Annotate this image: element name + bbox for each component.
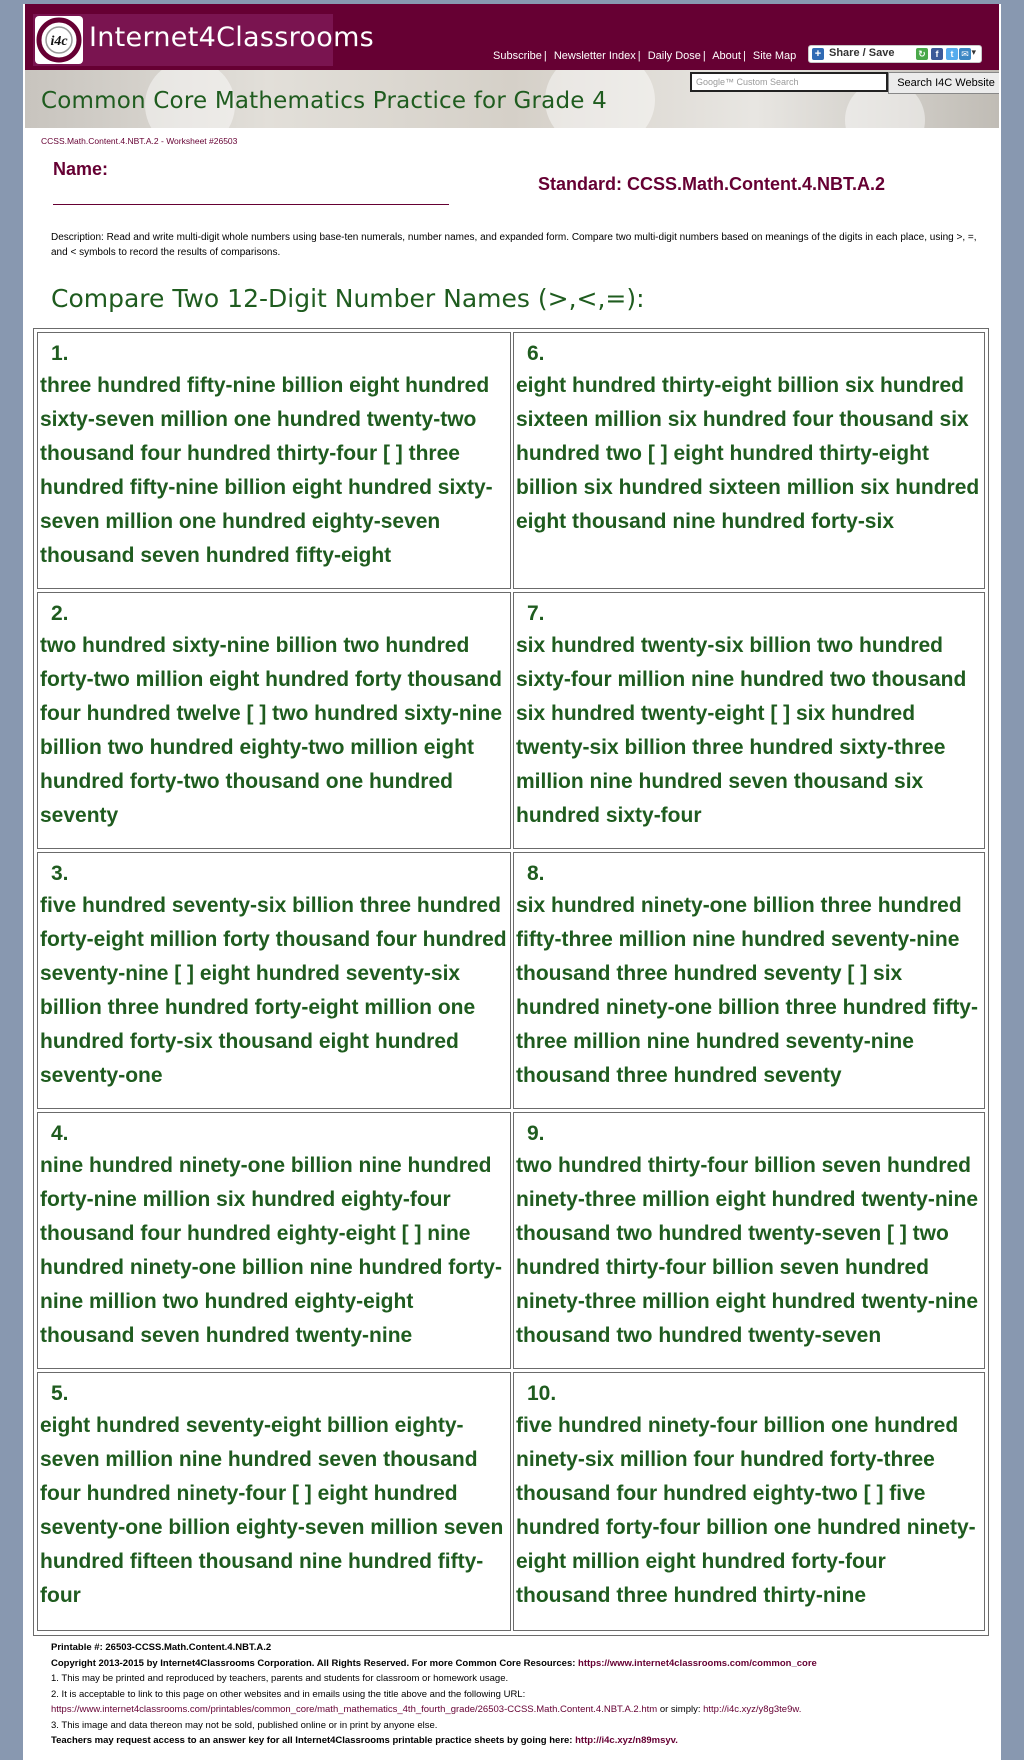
search-input[interactable] [690,72,888,92]
copyright-text: Copyright 2013-2015 by Internet4Classrooms Corporation. All Rights Reserved. For more Common Core Resources: [51,1657,576,1669]
problem-cell [513,1372,985,1631]
problem-cell [37,332,511,589]
footer [51,1640,991,1749]
nav-daily-dose[interactable]: Daily Dose [647,50,701,62]
problem-number: 5. [51,1382,69,1405]
description: Description: Read and write multi-digit whole numbers using base-ten numerals, number names, and expanded form. Compare two multi-digit numbers based on meanings of the digits in each place, using >, =, and < symbols to record the results of comparisons. [51,232,977,258]
problem-text: five hundred seventy-six billion three hundred forty-eight million forty thousand four hundred seventy-nine [ ] eight hundred seventy-six billion three hundred forty-eight million one hundred forty-six thousand eight hundred seventy-one [40,894,507,1087]
problem-number: 3. [51,862,69,885]
name-line [53,204,449,205]
chevron-down-icon: ▾ [971,47,976,57]
share-plus-icon: + [812,48,824,60]
worksheet-url-link[interactable]: https://www.internet4classrooms.com/printables/common_core/math_mathematics_4th_fourth_grade/26503-CCSS.Math.Content.4.NBT.A.2.htm [51,1704,658,1715]
usage-note-3: 3. This image and data thereon may not be sold, published online or in print by anyone else. [51,1719,438,1731]
problem-text: two hundred sixty-nine billion two hundred forty-two million eight hundred forty thousand four hundred twelve [ ] two hundred sixty-nine billion two hundred eighty-two million eight hundred forty-two thousand one hundred seventy [40,634,503,827]
problem-text: six hundred ninety-one billion three hundred fifty-three million nine hundred seventy-nine thousand three hundred seventy [ ] six hundred ninety-one billion three hundred fifty-three million nine hundred seventy-nine thousand three hundred seventy [516,894,978,1087]
share-refresh-icon: ↻ [916,48,928,60]
problem-number: 10. [527,1382,557,1405]
problem-number: 7. [527,602,545,625]
problem-cell [513,592,985,849]
problem-text: two hundred thirty-four billion seven hundred ninety-three million eight hundred twenty-nine thousand two hundred twenty-seven [ ] two hundred thirty-four billion seven hundred ninety-three million eight hundred twenty-nine thousand two hundred twenty-seven [516,1154,979,1347]
problems-table [33,328,989,1636]
problem-number: 6. [527,342,545,365]
answer-key-text: Teachers may request access to an answer key for all Internet4Classrooms printable practice sheets by going here: [51,1735,573,1746]
copyright [51,1656,991,1672]
share-save-button[interactable] [808,45,982,63]
problem-number: 9. [527,1122,545,1145]
problem-number: 1. [51,342,69,365]
problem-text: six hundred twenty-six billion two hundred sixty-four million nine hundred two thousand six hundred twenty-eight [ ] six hundred twenty-six billion three hundred sixty-three million nine hundred seven thousand six hundred sixty-four [516,634,967,827]
usage-note-2: 2. It is acceptable to link to this page on other websites and in emails using the title above and the following URL: [51,1688,526,1700]
svg-text:i4c: i4c [50,34,68,49]
worksheet-reference: CCSS.Math.Content.4.NBT.A.2 - Worksheet #26503 [41,136,238,146]
problem-text: eight hundred thirty-eight billion six hundred sixteen million six hundred four thousand six hundred two [ ] eight hundred thirty-eight billion six hundred sixteen million six hundred eight thousand nine hundred forty-six [516,374,980,533]
worksheet-page [23,4,1001,1760]
name-label: Name: [53,159,109,179]
short-url-link[interactable]: http://i4c.xyz/y8g3te9w. [703,1704,802,1715]
problem-number: 4. [51,1122,69,1145]
nav-newsletter-index[interactable]: Newsletter Index [553,50,636,62]
url-or-text: or simply: [659,1704,701,1715]
problem-cell [513,332,985,589]
banner [25,70,999,128]
problem-text: three hundred fifty-nine billion eight hundred sixty-seven million one hundred twenty-two thousand four hundred thirty-four [ ] three hundred fifty-nine billion eight hundred sixty-seven million one hundred eighty-seven thousand seven hundred fifty-eight [40,374,493,567]
site-logo[interactable] [33,14,375,66]
twitter-icon: t [946,48,958,60]
problem-number: 8. [527,862,545,885]
site-header [25,4,999,70]
problem-cell [37,592,511,849]
printable-number: Printable #: 26503-CCSS.Math.Content.4.NBT.A.2 [51,1642,272,1653]
problem-number: 2. [51,602,69,625]
problem-cell [37,852,511,1109]
page-title: Common Core Mathematics Practice for Grade 4 [41,88,607,114]
answer-key-link[interactable]: http://i4c.xyz/n89msyv. [575,1735,678,1746]
problem-cell [37,1372,511,1631]
problem-text: five hundred ninety-four billion one hundred ninety-six million four hundred forty-three thousand four hundred eighty-two [ ] five hundred forty-four billion one hundred ninety-eight million eight hundred forty-four thousand three hundred thirty-nine [516,1414,976,1607]
nav-site-map[interactable]: Site Map [752,50,797,62]
top-nav: Subscribe | Newsletter Index | Daily Dose | About | Site Map [493,50,797,62]
email-icon: ✉ [959,48,971,60]
problem-text: eight hundred seventy-eight billion eighty-seven million nine hundred seven thousand four hundred ninety-four [ ] eight hundred seventy-one billion eighty-seven million seven hundred fifteen thousand nine hundred fifty-four [40,1414,504,1607]
nav-subscribe[interactable]: Subscribe [493,50,542,62]
logo-text: Internet4Classrooms [89,22,375,53]
answer-key-note [51,1733,991,1749]
problem-cell [513,852,985,1109]
link-urls [51,1702,991,1718]
common-core-link[interactable]: https://www.internet4classrooms.com/common_core [578,1657,817,1669]
search-button[interactable]: Search I4C Website [888,72,999,94]
standard-label: Standard: CCSS.Math.Content.4.NBT.A.2 [538,174,886,194]
problem-text: nine hundred ninety-one billion nine hundred forty-nine million six hundred eighty-four thousand four hundred eighty-eight [ ] nine hundred ninety-one billion nine hundred forty-nine million two hundred eighty-eight thousand seven hundred twenty-nine [40,1154,502,1347]
usage-note-1: 1. This may be printed and reproduced by teachers, parents and students for classroom or homework usage. [51,1673,509,1684]
facebook-icon: f [931,48,943,60]
i4c-logo-icon [35,16,83,64]
problem-cell [513,1112,985,1369]
section-title: Compare Two 12-Digit Number Names (>,<,=): [51,284,645,313]
share-label: Share / Save [829,47,895,59]
nav-about[interactable]: About [712,50,741,62]
problem-cell [37,1112,511,1369]
